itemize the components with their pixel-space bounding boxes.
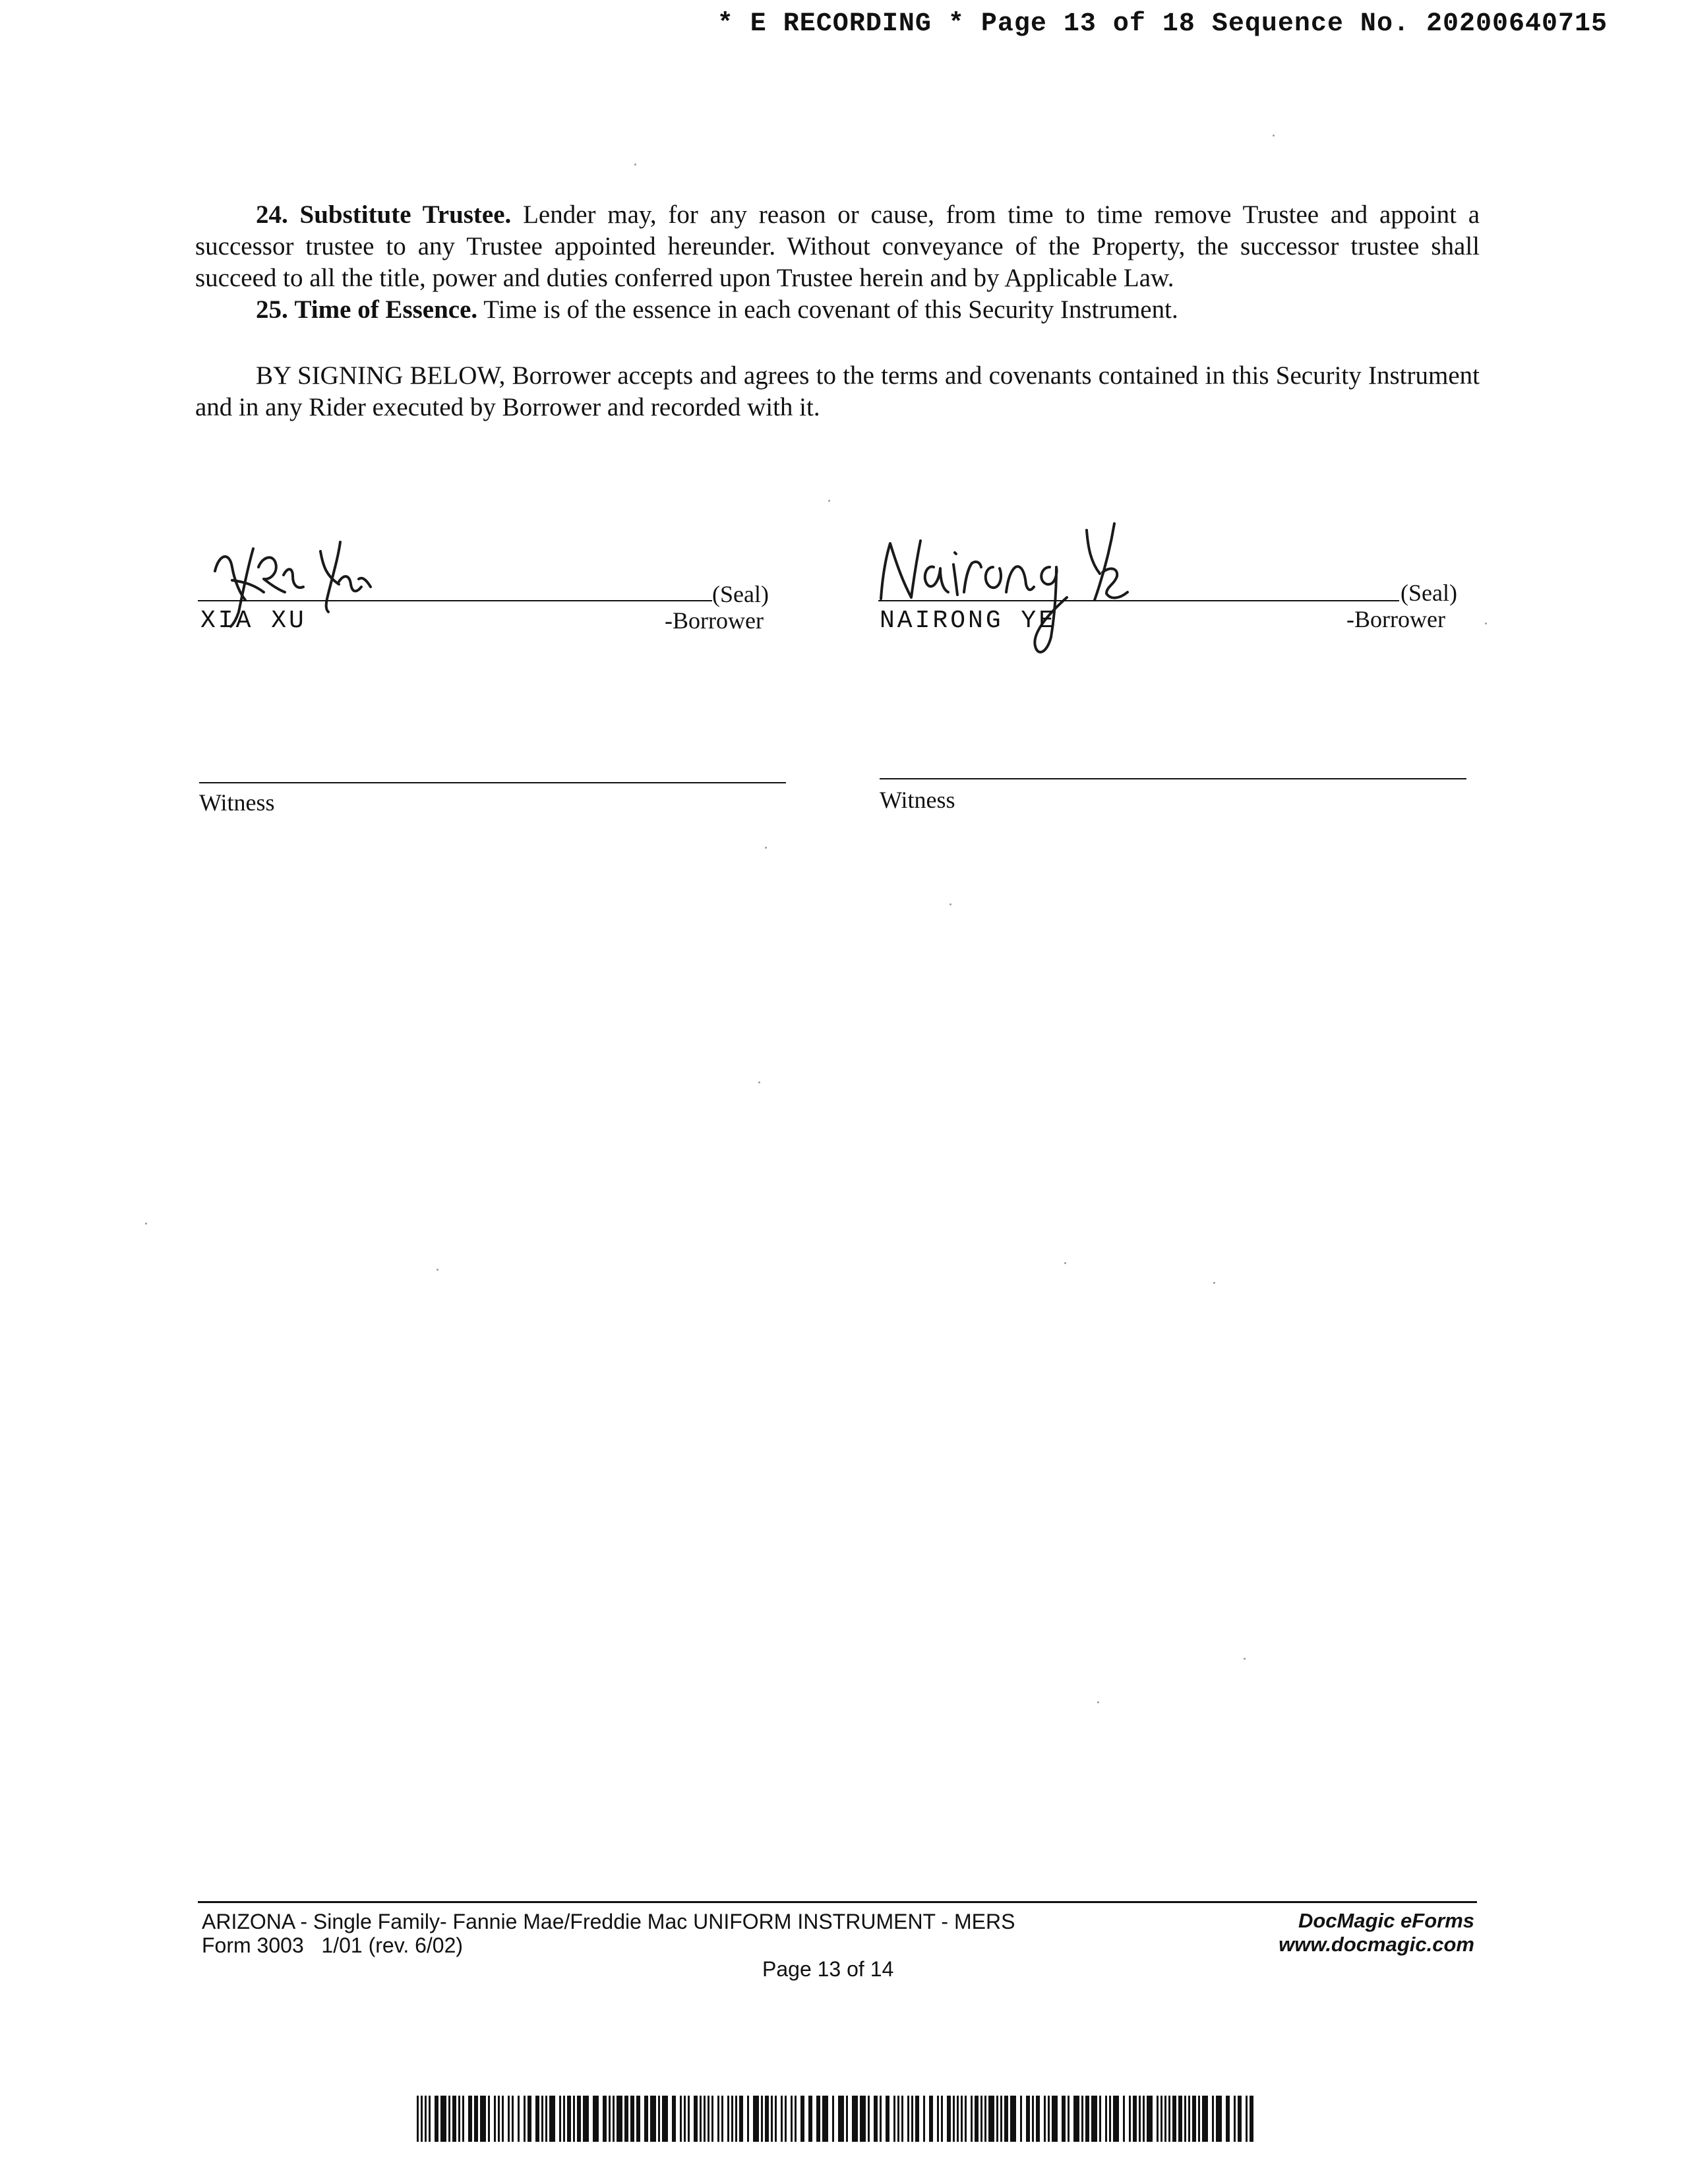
barcode-bar [838,2096,844,2142]
section-25-text: Time is of the essence in each covenant of this Security Instrument. [483,295,1178,324]
barcode-bar [901,2096,903,2142]
barcode-bar [694,2096,698,2142]
barcode-bar [630,2096,634,2142]
barcode-bar [1052,2096,1058,2142]
barcode-bar [1081,2096,1083,2142]
barcode-bar [800,2096,804,2142]
barcode-bar [996,2096,998,2142]
barcode-bar [785,2096,787,2142]
document-body [195,199,1480,423]
barcode-bar [563,2096,565,2142]
scan-speck [437,1269,438,1271]
barcode-bar [567,2096,571,2142]
barcode-bar [480,2096,486,2142]
signature-line-left [198,600,712,601]
barcode-bar [613,2096,615,2142]
barcode-bar [1109,2096,1111,2142]
barcode-bar [644,2096,648,2142]
barcode-bar [528,2096,531,2142]
barcode-bar [1178,2096,1182,2142]
barcode-bar [915,2096,919,2142]
barcode-bar [624,2096,628,2142]
barcode-bar [502,2096,504,2142]
barcode-bar [583,2096,589,2142]
barcode-bar [775,2096,777,2142]
witness-line-left [199,782,786,783]
barcode-bar [753,2096,759,2142]
barcode-bar [765,2096,769,2142]
section-24-title: Substitute Trustee. [299,200,512,229]
barcode-bar [452,2096,456,2142]
barcode-bar [727,2096,729,2142]
barcode-bar [462,2096,464,2142]
section-24-number: 24. [256,200,288,229]
barcode-bar [1020,2096,1022,2142]
scan-speck [765,847,767,849]
barcode-bar [662,2096,668,2142]
barcode-bar [684,2096,686,2142]
barcode-bar [1129,2096,1131,2142]
barcode-bar [929,2096,933,2142]
barcode-bar [1139,2096,1141,2142]
barcode-bar [524,2096,526,2142]
barcode-bar [1113,2096,1119,2142]
barcode-bar [609,2096,611,2142]
seal-label-left: (Seal) [712,581,769,607]
barcode-bar [545,2096,547,2142]
barcode-bar [893,2096,895,2142]
barcode-bar [1026,2096,1030,2142]
signature-nairong-ye [869,521,1133,676]
barcode-bar [549,2096,555,2142]
barcode-bar [984,2096,986,2142]
barcode-bar [971,2096,973,2142]
barcode-bar [508,2096,510,2142]
barcode-bar [1226,2096,1230,2142]
barcode-bar [435,2096,438,2142]
scan-speck [1064,1262,1066,1264]
barcode-bar [421,2096,423,2142]
barcode-bar [761,2096,763,2142]
section-24-text: Lender may, for any reason or cause, from time to time remove Trustee and appoint a successor trustee to any Trustee appointed hereunder. Without conveyance of the Property, the successor trustee shall succeed to all the title, power and duties conferred upon Trustee herein and by Applicable Law. [195,200,1480,292]
barcode-bar [832,2096,834,2142]
barcode-bar [1099,2096,1101,2142]
barcode-bar [961,2096,963,2142]
barcode-bar [1004,2096,1008,2142]
barcode-bar [1250,2096,1253,2142]
barcode-bar [1238,2096,1242,2142]
barcode-bar [874,2096,878,2142]
barcode-bar [559,2096,561,2142]
barcode-bar [846,2096,848,2142]
scan-speck [1273,135,1275,136]
recording-barcode [417,2096,1258,2142]
footer-page-number: Page 13 of 14 [762,1957,894,1981]
barcode-bar [440,2096,446,2142]
barcode-bar [1085,2096,1089,2142]
barcode-bar [717,2096,719,2142]
scan-speck [828,500,830,502]
barcode-bar [808,2096,812,2142]
barcode-bar [1133,2096,1137,2142]
scan-speck [1485,622,1487,624]
barcode-bar [791,2096,793,2142]
barcode-bar [448,2096,450,2142]
recording-stamp: * E RECORDING * Page 13 of 18 Sequence No. 20200640715 [717,9,1608,39]
borrower-role-left: -Borrower [665,607,764,634]
barcode-bar [658,2096,660,2142]
barcode-bar [1032,2096,1034,2142]
barcode-bar [860,2096,866,2142]
barcode-bar [852,2096,858,2142]
barcode-bar [735,2096,737,2142]
handwritten-signature-right [869,521,1133,673]
barcode-bar [636,2096,640,2142]
barcode-bar [680,2096,682,2142]
barcode-bar [512,2096,514,2142]
barcode-bar [947,2096,951,2142]
barcode-bar [868,2096,870,2142]
scan-speck [758,1081,760,1083]
barcode-bar [429,2096,431,2142]
barcode-bar [494,2096,496,2142]
barcode-bar [1160,2096,1162,2142]
scan-speck [145,1223,147,1225]
scan-speck [1244,1658,1246,1660]
barcode-bar [731,2096,733,2142]
barcode-bar [911,2096,913,2142]
barcode-bar [816,2096,820,2142]
borrower-name-right: NAIRONG YE [880,607,1057,635]
signing-statement: BY SIGNING BELOW, Borrower accepts and agrees to the terms and covenants contained in this Security Instrument and in any Rider executed by Borrower and recorded with it. [195,361,1480,421]
barcode-bar [1202,2096,1208,2142]
barcode-bar [1068,2096,1070,2142]
barcode-bar [1147,2096,1153,2142]
barcode-bar [897,2096,899,2142]
barcode-bar [1062,2096,1066,2142]
barcode-bar [771,2096,773,2142]
borrower-role-right: -Borrower [1346,606,1445,632]
barcode-bar [603,2096,607,2142]
barcode-bar [1036,2096,1040,2142]
docmagic-website: www.docmagic.com [1279,1933,1474,1956]
scan-speck [634,164,636,166]
barcode-bar [1123,2096,1125,2142]
barcode-bar [975,2096,979,2142]
barcode-bar [937,2096,939,2142]
footer-form-number: Form 3003 1/01 (rev. 6/02) [202,1933,464,1957]
barcode-bar [822,2096,828,2142]
docmagic-logo: DocMagic eForms [1298,1909,1474,1932]
barcode-bar [1246,2096,1248,2142]
signature-line-right [878,600,1399,601]
barcode-bar [965,2096,967,2142]
barcode-bar [739,2096,743,2142]
barcode-bar [1184,2096,1186,2142]
barcode-bar [1010,2096,1016,2142]
barcode-bar [541,2096,543,2142]
barcode-bar [708,2096,709,2142]
scan-speck [950,903,951,905]
barcode-bar [1143,2096,1145,2142]
barcode-bar [711,2096,713,2142]
section-25-number: 25. [256,295,288,324]
barcode-bar [1091,2096,1097,2142]
barcode-bar [704,2096,706,2142]
barcode-bar [650,2096,656,2142]
barcode-bar [1198,2096,1200,2142]
barcode-bar [1164,2096,1166,2142]
scan-speck [1213,1282,1215,1284]
barcode-bar [1000,2096,1002,2142]
barcode-bar [425,2096,427,2142]
barcode-bar [781,2096,783,2142]
barcode-bar [417,2096,419,2142]
barcode-bar [672,2096,676,2142]
barcode-bar [617,2096,622,2142]
barcode-bar [1192,2096,1196,2142]
barcode-bar [721,2096,723,2142]
witness-label-right: Witness [880,787,955,813]
barcode-bar [795,2096,797,2142]
barcode-bar [1212,2096,1214,2142]
barcode-bar [1168,2096,1170,2142]
barcode-bar [988,2096,994,2142]
section-25-title: Time of Essence. [294,295,478,324]
seal-label-right: (Seal) [1401,580,1457,606]
barcode-bar [941,2096,943,2142]
barcode-bar [498,2096,500,2142]
barcode-bar [880,2096,882,2142]
barcode-bar [518,2096,520,2142]
barcode-bar [458,2096,460,2142]
barcode-bar [577,2096,581,2142]
section-24 [195,199,1480,294]
scan-speck [1097,1701,1099,1703]
barcode-bar [1044,2096,1046,2142]
barcode-bar [886,2096,889,2142]
witness-line-right [880,778,1466,779]
barcode-bar [953,2096,955,2142]
barcode-bar [468,2096,472,2142]
barcode-bar [1216,2096,1222,2142]
barcode-bar [747,2096,749,2142]
barcode-bar [923,2096,925,2142]
footer-rule [198,1901,1477,1903]
witness-label-left: Witness [199,789,275,816]
barcode-bar [1234,2096,1236,2142]
barcode-bar [907,2096,909,2142]
barcode-bar [688,2096,690,2142]
barcode-bar [1157,2096,1159,2142]
barcode-bar [1188,2096,1190,2142]
barcode-bar [1172,2096,1176,2142]
barcode-bar [474,2096,478,2142]
barcode-bar [573,2096,575,2142]
barcode-bar [1073,2096,1079,2142]
barcode-bar [488,2096,490,2142]
barcode-bar [957,2096,959,2142]
borrower-name-left: XIA XU [200,607,307,635]
barcode-bar [1048,2096,1050,2142]
barcode-bar [700,2096,702,2142]
docmagic-brand [1279,1909,1474,1957]
barcode-bar [593,2096,599,2142]
section-25 [195,294,1480,326]
barcode-bar [535,2096,539,2142]
footer-form-title: ARIZONA - Single Family- Fannie Mae/Freddie Mac UNIFORM INSTRUMENT - MERS [202,1910,1015,1933]
barcode-bar [980,2096,982,2142]
barcode-bar [1105,2096,1107,2142]
